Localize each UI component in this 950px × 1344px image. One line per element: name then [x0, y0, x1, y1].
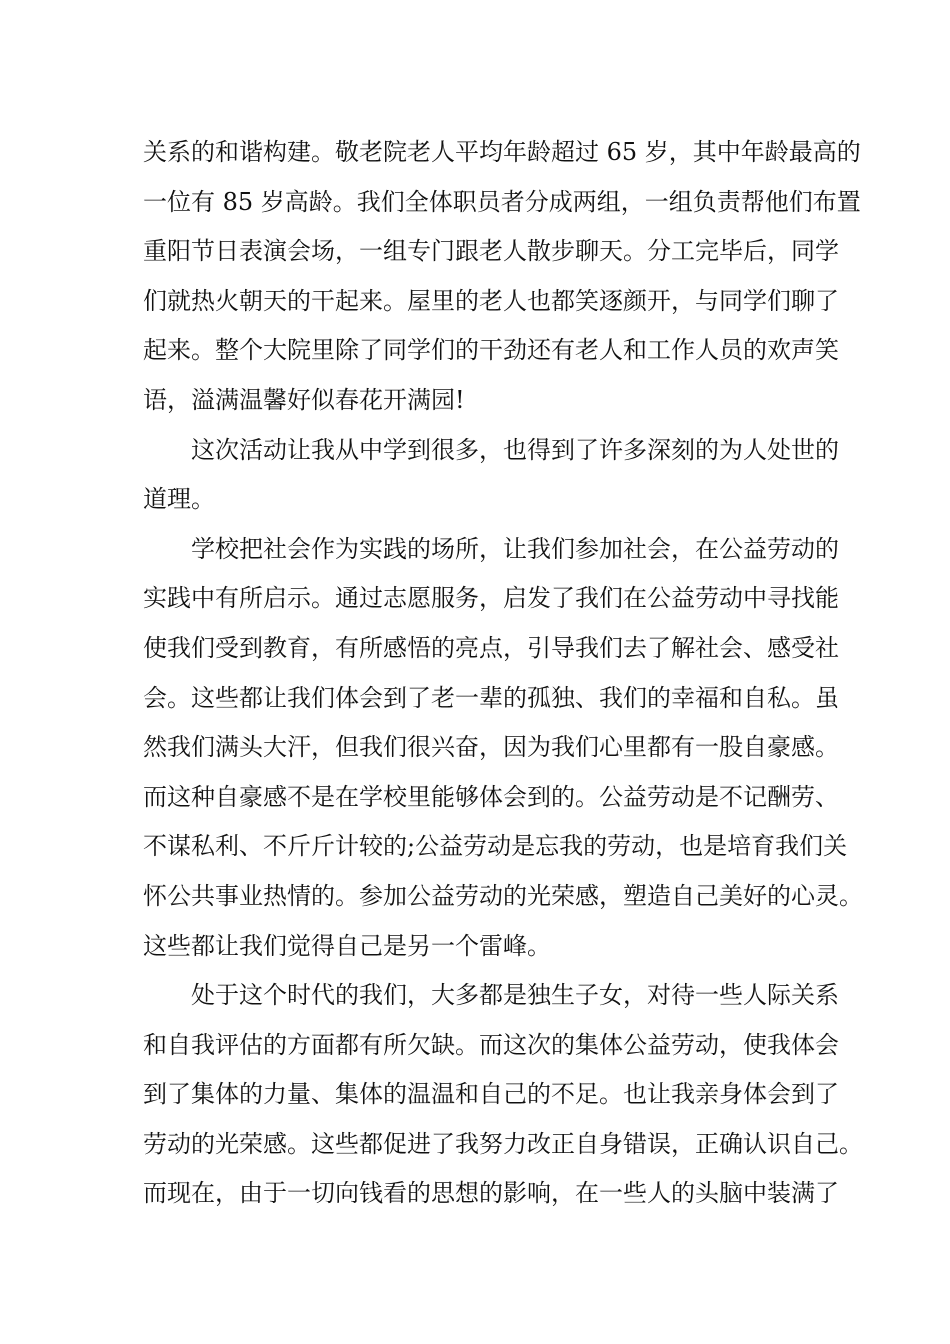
paragraph-first-line: 处于这个时代的我们，大多都是独生子女，对待一些人际关系	[191, 981, 839, 1010]
text-line: 不谋私利、不斤斤计较的;公益劳动是忘我的劳动，也是培育我们关	[143, 832, 848, 861]
body-text	[143, 128, 863, 1219]
text-line: 和自我评估的方面都有所欠缺。而这次的集体公益劳动，使我体会	[143, 1030, 839, 1059]
text-line: 起来。整个大院里除了同学们的干劲还有老人和工作人员的欢声笑	[143, 336, 839, 365]
text-line: 重阳节日表演会场，一组专门跟老人散步聊天。分工完毕后，同学	[143, 237, 839, 266]
text-line: 使我们受到教育，有所感悟的亮点，引导我们去了解社会、感受社	[143, 633, 839, 662]
paragraph-first-line: 这次活动让我从中学到很多，也得到了许多深刻的为人处世的	[191, 435, 839, 464]
text-line: 一位有 85 岁高龄。我们全体职员者分成两组，一组负责帮他们布置	[143, 187, 861, 216]
text-line: 道理。	[143, 485, 215, 514]
text-line: 语，溢满温馨好似春花开满园!	[143, 385, 465, 414]
text-line: 这些都让我们觉得自己是另一个雷峰。	[143, 931, 551, 960]
text-line: 们就热火朝天的干起来。屋里的老人也都笑逐颜开，与同学们聊了	[143, 286, 839, 315]
text-line: 关系的和谐构建。敬老院老人平均年龄超过 65 岁，其中年龄最高的	[143, 138, 861, 166]
text-line: 到了集体的力量、集体的温温和自己的不足。也让我亲身体会到了	[143, 1080, 839, 1109]
text-line: 而这种自豪感不是在学校里能够体会到的。公益劳动是不记酬劳、	[143, 782, 839, 811]
text-line: 怀公共事业热情的。参加公益劳动的光荣感，塑造自己美好的心灵。	[143, 881, 863, 910]
text-line: 而现在，由于一切向钱看的思想的影响，在一些人的头脑中装满了	[143, 1179, 839, 1208]
text-line: 劳动的光荣感。这些都促进了我努力改正自身错误，正确认识自己。	[143, 1129, 863, 1158]
text-line: 然我们满头大汗，但我们很兴奋，因为我们心里都有一股自豪感。	[143, 733, 839, 762]
text-line: 实践中有所启示。通过志愿服务，启发了我们在公益劳动中寻找能	[143, 584, 839, 613]
text-line: 会。这些都让我们体会到了老一辈的孤独、我们的幸福和自私。虽	[143, 683, 839, 712]
paragraph-first-line: 学校把社会作为实践的场所，让我们参加社会，在公益劳动的	[191, 534, 839, 563]
